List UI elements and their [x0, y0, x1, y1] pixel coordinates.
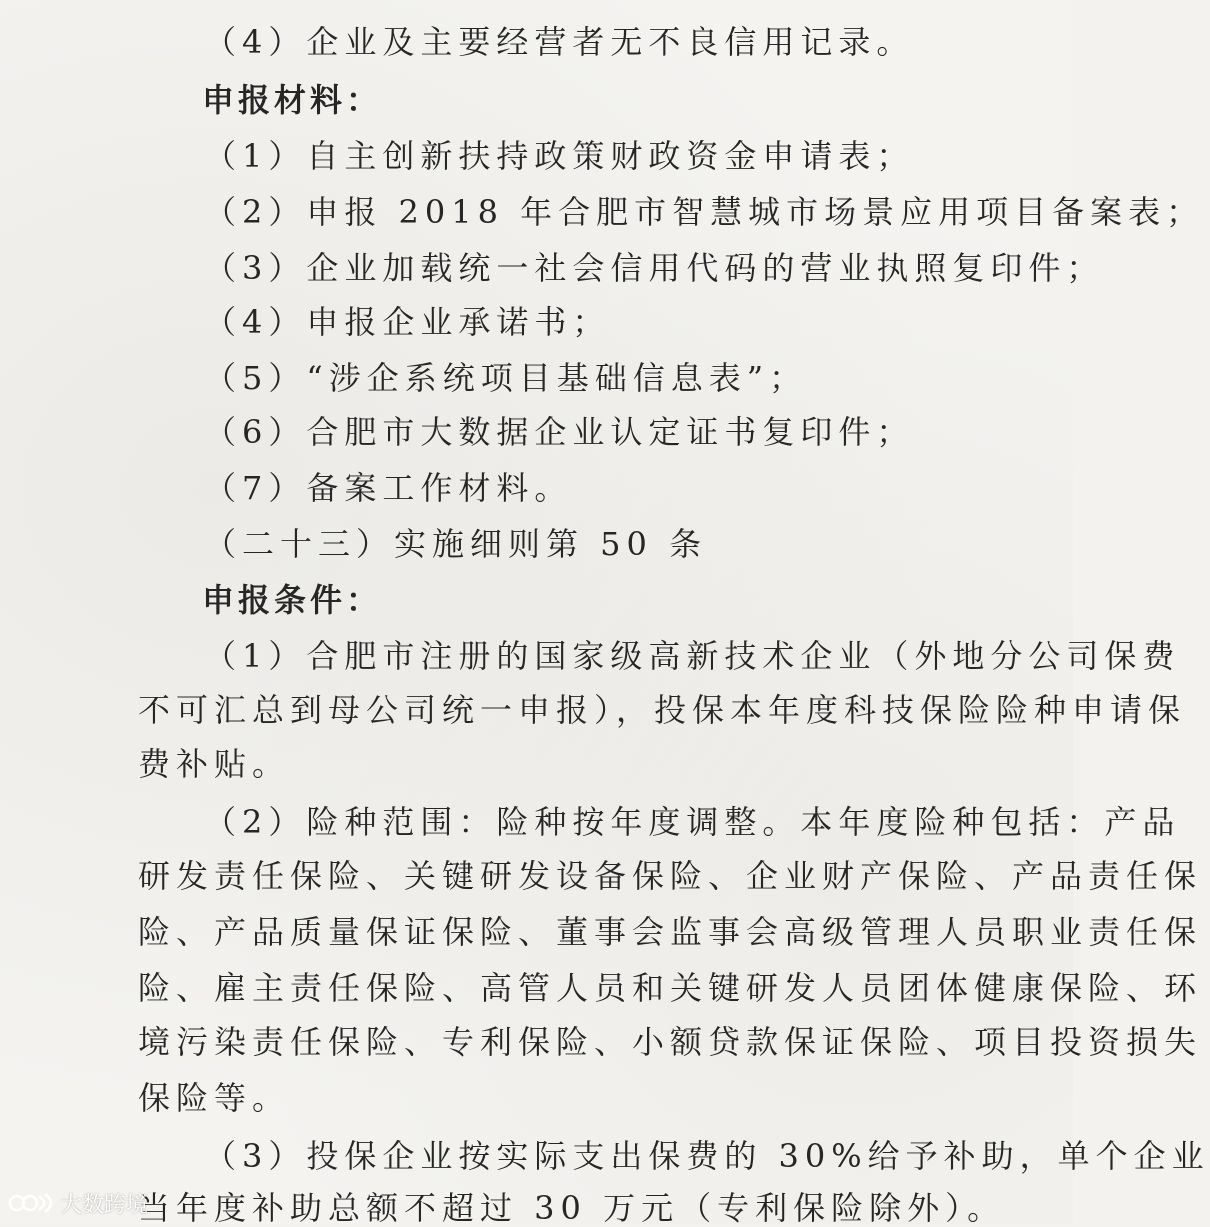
logo-icon — [8, 1190, 54, 1216]
text-line-condition-2d: 险、雇主责任保险、高管人员和关键研发人员团体健康保险、环 — [138, 969, 1203, 1007]
section-title-article-50: （二十三）实施细则第 50 条 — [204, 525, 708, 563]
text-line-condition-3b: 当年度补助总额不超过 30 万元（专利保险除外）。 — [138, 1189, 1006, 1227]
text-line-material-4: （4）申报企业承诺书； — [204, 303, 611, 341]
text-line-eligibility-4: （4）企业及主要经营者无不良信用记录。 — [204, 23, 915, 61]
text-line-condition-2a: （2）险种范围：险种按年度调整。本年度险种包括：产品 — [204, 803, 1181, 841]
text-line-condition-1c: 费补贴。 — [138, 745, 291, 783]
text-line-material-7: （7）备案工作材料。 — [204, 469, 573, 507]
heading-application-materials: 申报材料： — [202, 81, 383, 119]
text-line-material-1: （1）自主创新扶持政策财政资金申请表； — [204, 137, 915, 175]
text-line-condition-2c: 险、产品质量保证保险、董事会监事会高级管理人员职业责任保 — [138, 913, 1203, 951]
text-line-material-3: （3）企业加载统一社会信用代码的营业执照复印件； — [204, 249, 1105, 287]
text-line-material-6: （6）合肥市大数据企业认定证书复印件； — [204, 413, 915, 451]
text-line-condition-3a: （3）投保企业按实际支出保费的 30%给予补助，单个企业 — [204, 1137, 1210, 1175]
heading-application-conditions: 申报条件： — [202, 581, 383, 619]
text-line-condition-1a: （1）合肥市注册的国家级高新技术企业（外地分公司保费 — [204, 637, 1181, 675]
text-line-material-2: （2）申报 2018 年合肥市智慧城市场景应用项目备案表； — [204, 193, 1205, 231]
text-line-condition-2b: 研发责任保险、关键研发设备保险、企业财产保险、产品责任保 — [138, 857, 1203, 895]
text-line-material-5: （5）“涉企系统项目基础信息表”； — [204, 359, 808, 397]
watermark-text: 大数跨境 — [60, 1192, 149, 1218]
text-line-condition-1b: 不可汇总到母公司统一申报），投保本年度科技保险险种申请保 — [138, 691, 1187, 729]
watermark — [8, 1188, 148, 1218]
text-line-condition-2e: 境污染责任保险、专利保险、小额贷款保证保险、项目投资损失 — [138, 1023, 1203, 1061]
text-line-condition-2f: 保险等。 — [138, 1079, 291, 1117]
